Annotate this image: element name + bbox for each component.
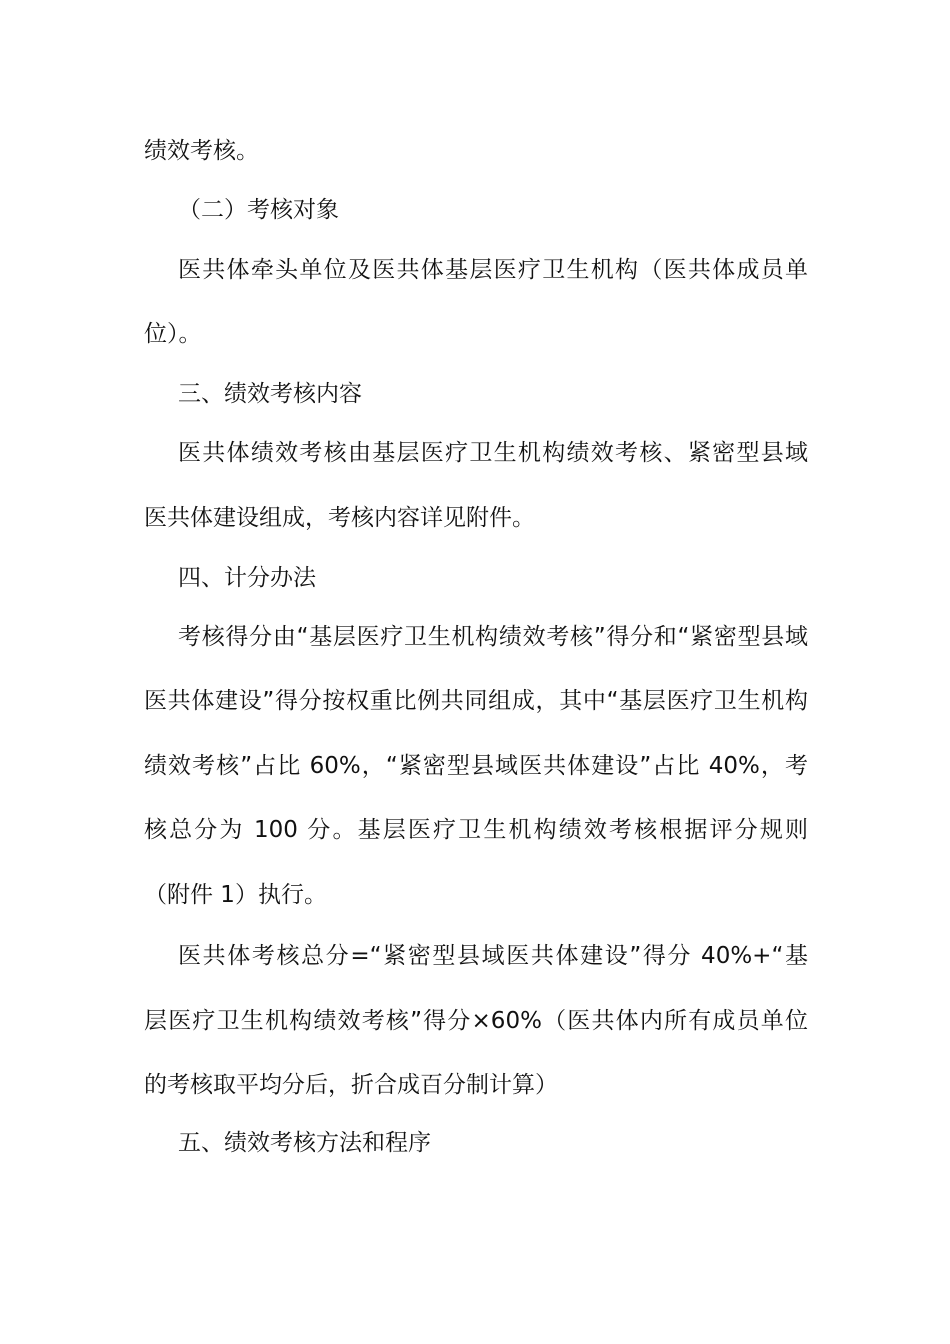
section-subheading: （二）考核对象 [178, 197, 339, 223]
section-heading: 五、绩效考核方法和程序 [178, 1130, 431, 1156]
paragraph-line: 的考核取平均分后，折合成百分制计算） [144, 1072, 558, 1098]
paragraph-line: 医共体建设”得分按权重比例共同组成，其中“基层医疗卫生机构 [144, 688, 808, 714]
paragraph-line: 绩效考核。 [144, 138, 259, 164]
paragraph-line: 层医疗卫生机构绩效考核”得分×60%（医共体内所有成员单位 [144, 1008, 808, 1034]
paragraph-line: 位）。 [144, 321, 202, 347]
paragraph-line: 考核得分由“基层医疗卫生机构绩效考核”得分和“紧密型县域 [178, 624, 808, 650]
paragraph-line: 医共体建设组成，考核内容详见附件。 [144, 505, 535, 531]
paragraph-line: 医共体绩效考核由基层医疗卫生机构绩效考核、紧密型县域 [178, 440, 808, 466]
paragraph-line: 绩效考核”占比 60%，“紧密型县域医共体建设”占比 40%，考 [144, 753, 808, 779]
paragraph-line: （附件 1）执行。 [144, 882, 327, 908]
section-heading: 四、计分办法 [178, 565, 316, 591]
paragraph-line: 医共体牵头单位及医共体基层医疗卫生机构（医共体成员单 [178, 257, 808, 283]
section-heading: 三、绩效考核内容 [178, 381, 362, 407]
paragraph-line: 医共体考核总分=“紧密型县域医共体建设”得分 40%+“基 [178, 943, 808, 969]
paragraph-line: 核总分为 100 分。基层医疗卫生机构绩效考核根据评分规则 [144, 817, 808, 843]
